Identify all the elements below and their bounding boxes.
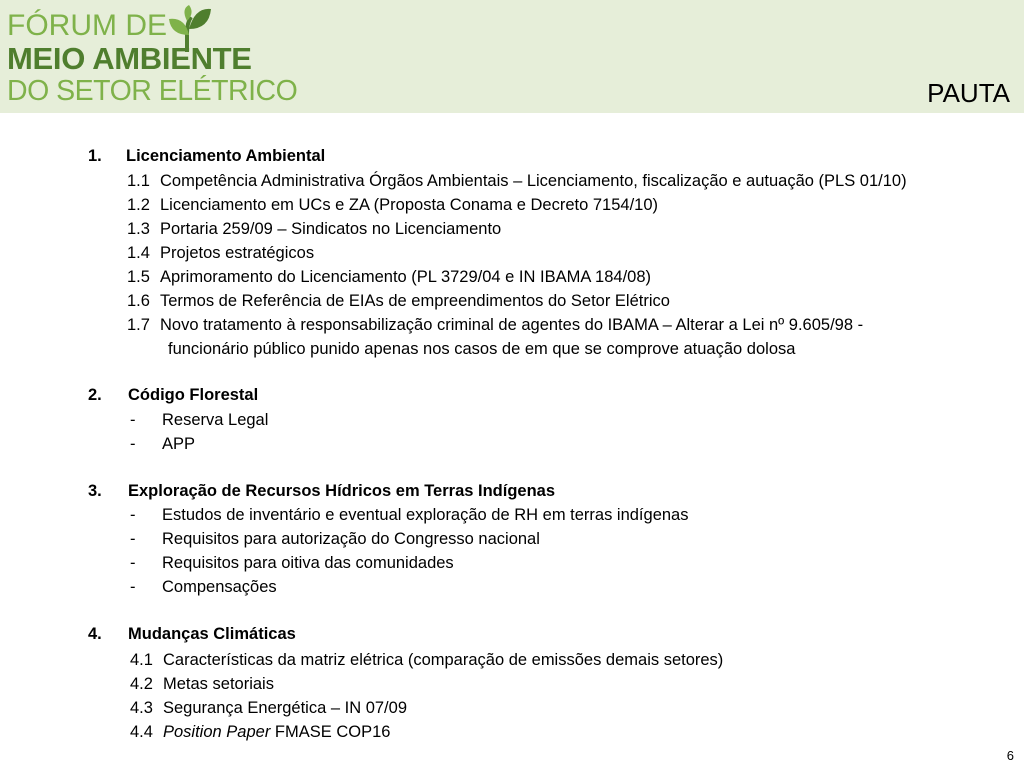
item-text-rest: FMASE COP16: [274, 723, 391, 741]
item-text: Estudos de inventário e eventual exploração de RH em terras indígenas: [162, 506, 689, 524]
item-text: Novo tratamento à responsabilização criminal de agentes do IBAMA – Alterar a Lei nº 9.605/98 -: [160, 316, 864, 334]
list-item: [130, 411, 269, 429]
item-number: 4.3: [130, 699, 153, 717]
item-text: Portaria 259/09 – Sindicatos no Licenciamento: [160, 220, 502, 238]
section-title: Licenciamento Ambiental: [126, 147, 326, 165]
item-text: [163, 724, 390, 741]
section-number: 2.: [88, 386, 102, 404]
item-text: Segurança Energética – IN 07/09: [163, 699, 407, 717]
item-bullet: -: [130, 411, 136, 429]
item-text: APP: [162, 435, 196, 453]
logo-line-1: FÓRUM DE: [7, 9, 167, 42]
item-text: Requisitos para oitiva das comunidades: [162, 554, 454, 572]
list-item: [127, 268, 651, 286]
item-text: Termos de Referência de EIAs de empreendimentos do Setor Elétrico: [160, 292, 670, 310]
item-number: 1.3: [127, 220, 150, 238]
section-title: Código Florestal: [128, 386, 259, 404]
list-item: [130, 506, 689, 524]
item-text-italic: Position Paper: [163, 723, 271, 741]
list-item: [130, 578, 277, 596]
section-number: 4.: [88, 625, 102, 643]
list-item: [127, 220, 502, 238]
logo-line-3: DO SETOR ELÉTRICO: [7, 75, 298, 107]
item-text: Compensações: [162, 578, 277, 596]
item-text: Projetos estratégicos: [160, 244, 315, 262]
list-item: [127, 196, 658, 214]
item-number: 4.4: [130, 723, 153, 741]
item-text: Metas setoriais: [163, 675, 274, 693]
item-number: 1.6: [127, 292, 150, 310]
item-bullet: -: [130, 554, 136, 572]
item-text: Licenciamento em UCs e ZA (Proposta Conama e Decreto 7154/10): [160, 196, 658, 214]
list-item: [130, 675, 274, 693]
item-bullet: -: [130, 578, 136, 596]
list-item: [130, 651, 724, 669]
section-number: 3.: [88, 482, 102, 500]
logo-line-2: MEIO AMBIENTE: [7, 41, 252, 76]
list-item: [130, 530, 540, 548]
item-text: Competência Administrativa Órgãos Ambientais – Licenciamento, fiscalização e autuação (PLS 01/10): [160, 172, 907, 190]
item-bullet: -: [130, 435, 136, 453]
list-item: [127, 292, 670, 310]
page-number: 6: [1006, 748, 1014, 763]
item-number: 1.4: [127, 244, 150, 262]
item-number: 1.2: [127, 196, 150, 214]
item-text: Características da matriz elétrica (comparação de emissões demais setores): [163, 651, 724, 669]
item-continuation: funcionário público punido apenas nos casos de em que se comprove atuação dolosa: [168, 340, 796, 358]
section-number: 1.: [88, 147, 102, 165]
list-item: [130, 699, 407, 717]
item-number: 4.1: [130, 651, 153, 669]
list-item: [130, 435, 196, 453]
section-title: Exploração de Recursos Hídricos em Terras Indígenas: [128, 482, 556, 500]
item-number: 4.2: [130, 675, 153, 693]
list-item: [127, 316, 864, 334]
item-text: Requisitos para autorização do Congresso nacional: [162, 530, 540, 548]
item-number: 1.1: [127, 172, 150, 190]
item-bullet: -: [130, 530, 136, 548]
item-number: 1.7: [127, 316, 150, 334]
list-item: [130, 554, 454, 572]
item-bullet: -: [130, 506, 136, 524]
item-text: Aprimoramento do Licenciamento (PL 3729/04 e IN IBAMA 184/08): [160, 268, 651, 286]
item-text: Reserva Legal: [162, 411, 269, 429]
list-item: [127, 172, 907, 190]
page-title: PAUTA: [927, 78, 1010, 108]
item-number: 1.5: [127, 268, 150, 286]
section-title: Mudanças Climáticas: [128, 625, 296, 643]
list-item: [130, 723, 391, 741]
list-item: [127, 244, 315, 262]
